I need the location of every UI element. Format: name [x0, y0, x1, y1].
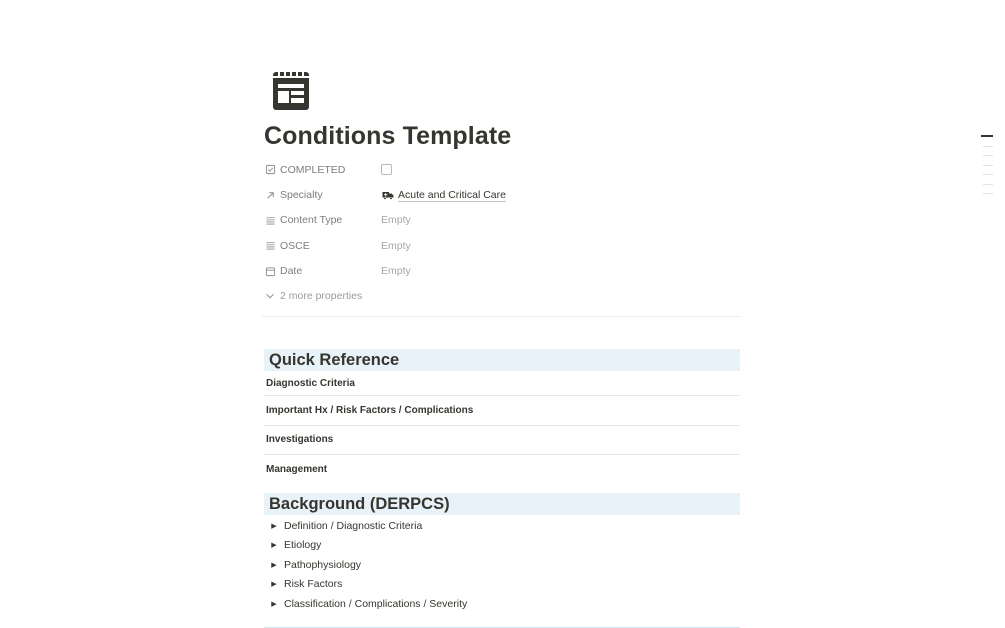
- quick-reference-table: [264, 371, 740, 485]
- triangle-right-icon[interactable]: ▶: [271, 581, 277, 589]
- background-toggle-list: [264, 516, 740, 614]
- triangle-right-icon[interactable]: ▶: [271, 561, 277, 569]
- triangle-right-icon[interactable]: ▶: [271, 542, 277, 550]
- more-properties-toggle[interactable]: [262, 284, 740, 309]
- toggle-pathophysiology[interactable]: [264, 555, 740, 575]
- property-content-type[interactable]: [262, 208, 740, 233]
- quick-reference-heading[interactable]: [264, 349, 740, 371]
- completed-checkbox[interactable]: [381, 164, 392, 175]
- toc-marker[interactable]: [983, 184, 993, 185]
- arrow-up-right-icon: [265, 190, 276, 201]
- property-completed[interactable]: [262, 157, 740, 182]
- specialty-relation-link[interactable]: [382, 189, 506, 202]
- toggle-label: Risk Factors: [284, 578, 343, 591]
- toggle-label: Definition / Diagnostic Criteria: [284, 519, 423, 532]
- property-osce[interactable]: [262, 233, 740, 258]
- property-name: Specialty: [280, 189, 323, 202]
- table-row[interactable]: Investigations: [264, 426, 740, 456]
- toggle-etiology[interactable]: [264, 536, 740, 556]
- divider: [262, 316, 740, 317]
- property-name: Date: [280, 265, 303, 278]
- osce-value[interactable]: Empty: [381, 239, 411, 252]
- property-name: OSCE: [280, 239, 310, 252]
- list-icon: [265, 240, 276, 251]
- table-row[interactable]: Important Hx / Risk Factors / Complications: [264, 396, 740, 426]
- table-row[interactable]: Management: [266, 464, 328, 476]
- triangle-right-icon[interactable]: ▶: [271, 522, 277, 530]
- page-title[interactable]: Conditions Template: [264, 122, 512, 150]
- properties-panel: [262, 157, 740, 309]
- property-date[interactable]: [262, 259, 740, 284]
- specialty-value: Acute and Critical Care: [398, 188, 506, 201]
- toggle-classification[interactable]: [264, 594, 740, 614]
- toc-marker[interactable]: [983, 165, 993, 166]
- toc-marker[interactable]: [983, 193, 993, 194]
- property-specialty[interactable]: [262, 182, 740, 207]
- calendar-icon: [265, 266, 276, 277]
- triangle-right-icon[interactable]: ▶: [271, 600, 277, 608]
- toc-marker[interactable]: [981, 135, 993, 137]
- toc-marker[interactable]: [983, 146, 993, 147]
- more-properties-label: 2 more properties: [280, 290, 363, 303]
- toggle-label: Etiology: [284, 539, 322, 552]
- property-name: COMPLETED: [280, 163, 346, 176]
- table-icon[interactable]: [270, 70, 312, 112]
- toc-marker[interactable]: [983, 174, 993, 175]
- toc-marker[interactable]: [983, 155, 993, 156]
- date-value[interactable]: Empty: [381, 265, 411, 278]
- background-title: Background (DERPCS): [269, 494, 450, 513]
- table-of-contents-minimap[interactable]: [981, 135, 993, 203]
- background-heading[interactable]: [264, 493, 740, 515]
- toggle-label: Pathophysiology: [284, 558, 362, 571]
- quick-reference-title: Quick Reference: [269, 350, 400, 369]
- toggle-definition[interactable]: [264, 516, 740, 536]
- content-type-value[interactable]: Empty: [381, 214, 411, 227]
- chevron-down-icon: [265, 291, 275, 301]
- toggle-label: Classification / Complications / Severity: [284, 597, 468, 610]
- ambulance-icon: [382, 189, 394, 201]
- toggle-risk-factors[interactable]: [264, 575, 740, 595]
- list-icon: [265, 215, 276, 226]
- table-row[interactable]: Diagnostic Criteria: [264, 371, 740, 396]
- property-name: Content Type: [280, 214, 343, 227]
- checkbox-icon: [265, 164, 276, 175]
